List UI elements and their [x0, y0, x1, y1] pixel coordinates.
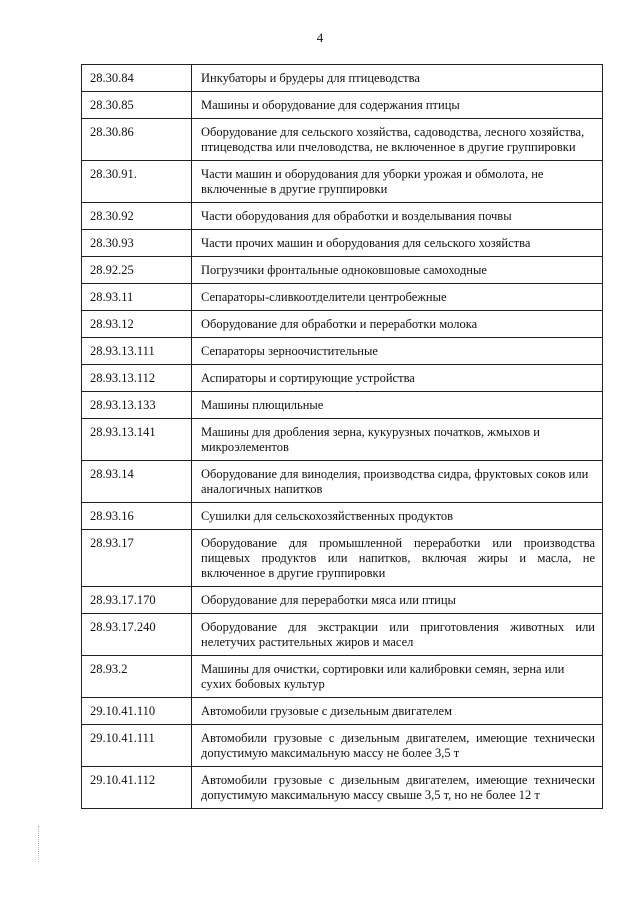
table-row: [82, 161, 603, 203]
code-cell: 28.30.84: [82, 65, 192, 92]
code-cell: 28.30.85: [82, 92, 192, 119]
margin-scan-mark: [38, 826, 40, 862]
description-cell: Аспираторы и сортирующие устройства: [192, 365, 603, 392]
code-cell: 28.93.13.133: [82, 392, 192, 419]
description-cell: Сепараторы-сливкоотделители центробежные: [192, 284, 603, 311]
description-cell: Машины плющильные: [192, 392, 603, 419]
description-cell: Инкубаторы и брудеры для птицеводства: [192, 65, 603, 92]
table-row: [82, 419, 603, 461]
table-row: [82, 365, 603, 392]
description-cell: Сушилки для сельскохозяйственных продуктов: [192, 503, 603, 530]
description-cell: Машины для дробления зерна, кукурузных початков, жмыхов и микроэлементов: [192, 419, 603, 461]
code-cell: 28.93.17.240: [82, 614, 192, 656]
description-cell: Части машин и оборудования для уборки урожая и обмолота, не включенные в другие группировки: [192, 161, 603, 203]
description-cell: Оборудование для промышленной переработки или производства пищевых продуктов или напитков, включая жиры и масла, не включенное в другие группировки: [192, 530, 603, 587]
table-row: [82, 230, 603, 257]
page-number: 4: [316, 30, 324, 45]
description-cell: Оборудование для переработки мяса или птицы: [192, 587, 603, 614]
table-row: [82, 725, 603, 767]
table-row: [82, 503, 603, 530]
description-cell: Машины для очистки, сортировки или калибровки семян, зерна или сухих бобовых культур: [192, 656, 603, 698]
table-row: [82, 311, 603, 338]
description-cell: Автомобили грузовые с дизельным двигателем: [192, 698, 603, 725]
description-cell: Оборудование для экстракции или приготовления животных или нелетучих растительных жиров и масел: [192, 614, 603, 656]
code-cell: 28.93.12: [82, 311, 192, 338]
code-cell: 29.10.41.112: [82, 767, 192, 809]
table-row: [82, 65, 603, 92]
code-cell: 28.93.17: [82, 530, 192, 587]
table-row: [82, 767, 603, 809]
okpd-code-table: [81, 64, 603, 809]
code-cell: 28.93.11: [82, 284, 192, 311]
description-cell: Части прочих машин и оборудования для сельского хозяйства: [192, 230, 603, 257]
description-cell: Оборудование для виноделия, производства сидра, фруктовых соков или аналогичных напитков: [192, 461, 603, 503]
code-cell: 29.10.41.111: [82, 725, 192, 767]
code-cell: 28.93.14: [82, 461, 192, 503]
description-cell: Сепараторы зерноочистительные: [192, 338, 603, 365]
code-cell: 28.92.25: [82, 257, 192, 284]
description-cell: Оборудование для сельского хозяйства, садоводства, лесного хозяйства, птицеводства или пчеловодства, не включенное в другие группировки: [192, 119, 603, 161]
table-row: [82, 338, 603, 365]
code-cell: 28.93.13.111: [82, 338, 192, 365]
table-row: [82, 203, 603, 230]
code-cell: 28.30.86: [82, 119, 192, 161]
table-row: [82, 698, 603, 725]
description-cell: Оборудование для обработки и переработки молока: [192, 311, 603, 338]
code-cell: 29.10.41.110: [82, 698, 192, 725]
code-cell: 28.93.2: [82, 656, 192, 698]
description-cell: Автомобили грузовые с дизельным двигателем, имеющие технически допустимую максимальную массу не более 3,5 т: [192, 725, 603, 767]
table-row: [82, 656, 603, 698]
table-row: [82, 614, 603, 656]
table-row: [82, 587, 603, 614]
code-cell: 28.30.92: [82, 203, 192, 230]
code-cell: 28.30.91.: [82, 161, 192, 203]
description-cell: Погрузчики фронтальные одноковшовые самоходные: [192, 257, 603, 284]
table-row: [82, 461, 603, 503]
table-row: [82, 92, 603, 119]
table-row: [82, 284, 603, 311]
table-row: [82, 392, 603, 419]
description-cell: Автомобили грузовые с дизельным двигателем, имеющие технически допустимую максимальную массу свыше 3,5 т, но не более 12 т: [192, 767, 603, 809]
table-row: [82, 530, 603, 587]
description-cell: Части оборудования для обработки и возделывания почвы: [192, 203, 603, 230]
code-cell: 28.93.17.170: [82, 587, 192, 614]
table-row: [82, 257, 603, 284]
code-cell: 28.30.93: [82, 230, 192, 257]
code-cell: 28.93.13.112: [82, 365, 192, 392]
description-cell: Машины и оборудование для содержания птицы: [192, 92, 603, 119]
table-row: [82, 119, 603, 161]
code-cell: 28.93.13.141: [82, 419, 192, 461]
code-cell: 28.93.16: [82, 503, 192, 530]
